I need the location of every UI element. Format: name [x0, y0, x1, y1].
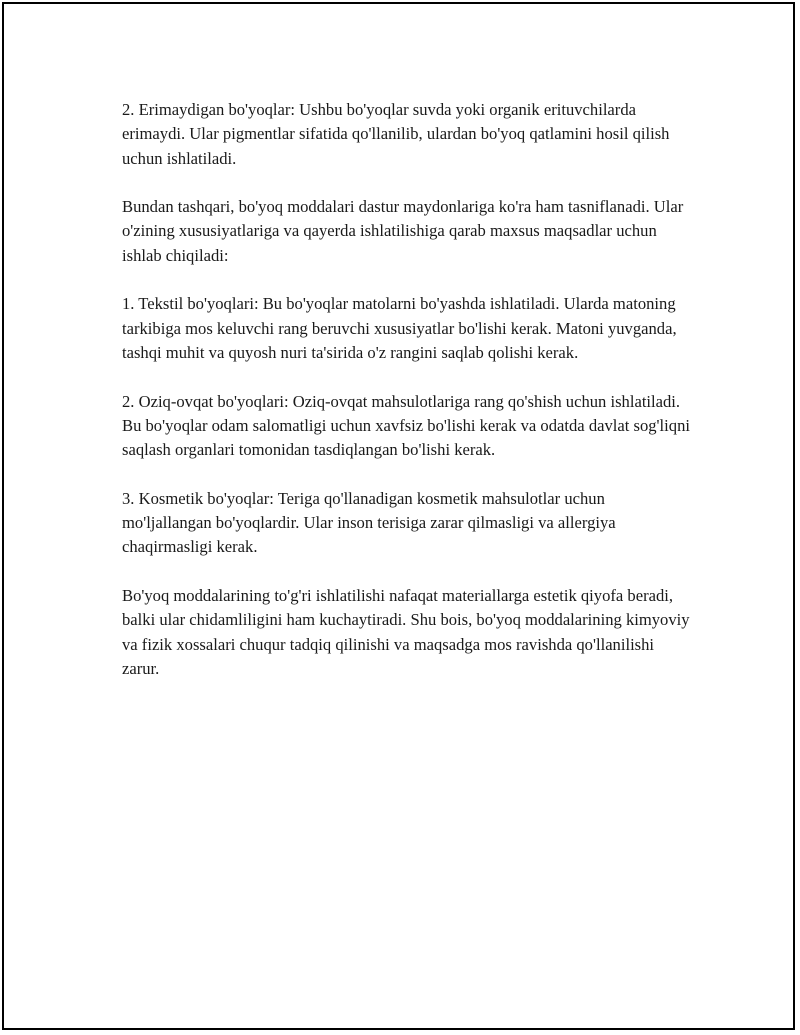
document-page [2, 2, 795, 1030]
paragraph-insoluble-dyes: 2. Erimaydigan bo'yoqlar: Ushbu bo'yoqlar suvda yoki organik erituvchilarda erimaydi. Ular pigmentlar sifatida qo'llanilib, ulardan bo'yoq qatlamini hosil qilish uchun ishlatiladi. [122, 100, 670, 168]
paragraph-food-dyes: 2. Oziq-ovqat bo'yoqlari: Oziq-ovqat mahsulotlariga rang qo'shish uchun ishlatiladi. Bu bo'yoqlar odam salomatligi uchun xavfsiz bo'lishi kerak va odatda davlat sog'liqni saqlash organlari tomonidan tasdiqlangan bo'lishi kerak. [122, 391, 690, 460]
paragraph-textile-dyes: 1. Tekstil bo'yoqlari: Bu bo'yoqlar matolarni bo'yashda ishlatiladi. Ularda matoning tarkibiga mos keluvchi rang beruvchi xususiyatlar bo'lishi kerak. Matoni yuvganda, tashqi muhit va quyosh nuri ta'sirida o'z rangini saqlab qolishi kerak. [122, 294, 677, 362]
page-body [122, 98, 692, 681]
paragraph-cosmetic-dyes: 3. Kosmetik bo'yoqlar: Teriga qo'llanadigan kosmetik mahsulotlar uchun mo'ljallangan bo'yoqlardir. Ular inson terisiga zarar qilmasligi va allergiya chaqirmasligi kerak. [122, 488, 616, 557]
paragraph-classification-intro: Bundan tashqari, bo'yoq moddalari dastur maydonlariga ko'ra ham tasniflanadi. Ular o'zining xususiyatlariga va qayerda ishlatilishiga qarab maxsus maqsadlar uchun ishlab chiqiladi: [122, 197, 684, 265]
paragraph-conclusion: Bo'yoq moddalarining to'g'ri ishlatilishi nafaqat materiallarga estetik qiyofa beradi, balki ular chidamliligini ham kuchaytiradi. Shu bois, bo'yoq moddalarining kimyoviy va fizik xossalari chuqur tadqiq qilinishi va maqsadga mos ravishda qo'llanilishi zarur. [122, 585, 690, 678]
